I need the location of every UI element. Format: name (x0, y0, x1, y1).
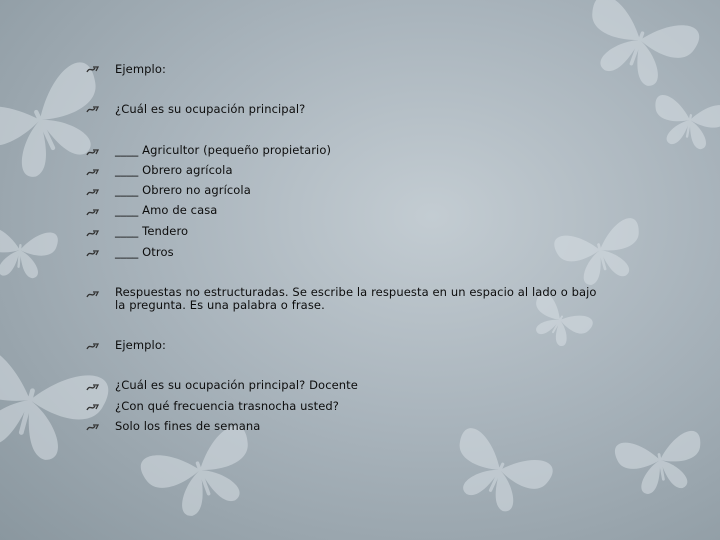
bullet-text: Solo los fines de semana (115, 419, 261, 433)
bullet-text: ¿Cuál es su ocupación principal? Docente (115, 378, 358, 392)
wave-bullet-icon (86, 64, 100, 74)
bullet-text: ____ Tendero (115, 224, 189, 238)
wave-bullet-icon (86, 422, 100, 432)
bullet-text: ____ Obrero agrícola (115, 163, 233, 177)
wave-bullet-icon (86, 402, 100, 412)
wave-bullet-icon (86, 104, 100, 114)
bullet-text: ____ Agricultor (pequeño propietario) (115, 143, 332, 157)
bullet-text: ¿Cuál es su ocupación principal? (115, 102, 306, 116)
wave-bullet-icon (86, 228, 100, 238)
bullet-text: ____ Otros (115, 245, 174, 259)
bullet-text: ____ Amo de casa (115, 203, 218, 217)
wave-bullet-icon (86, 167, 100, 177)
wave-bullet-icon (86, 248, 100, 258)
bullet-text: Ejemplo: (115, 62, 166, 76)
wave-bullet-icon (86, 147, 100, 157)
bullet-text: ____ Obrero no agrícola (115, 183, 251, 197)
wave-bullet-icon (86, 207, 100, 217)
wave-bullet-icon (86, 187, 100, 197)
wave-bullet-icon (86, 289, 100, 299)
bullet-text: Ejemplo: (115, 338, 166, 352)
wave-bullet-icon (86, 341, 100, 351)
bullet-text: Respuestas no estructuradas. Se escribe la respuesta en un espacio al lado o bajo la pregunta. Es una palabra o frase. (115, 285, 597, 312)
wave-bullet-icon (86, 382, 100, 392)
bullet-text: ¿Con qué frecuencia trasnocha usted? (115, 399, 340, 413)
